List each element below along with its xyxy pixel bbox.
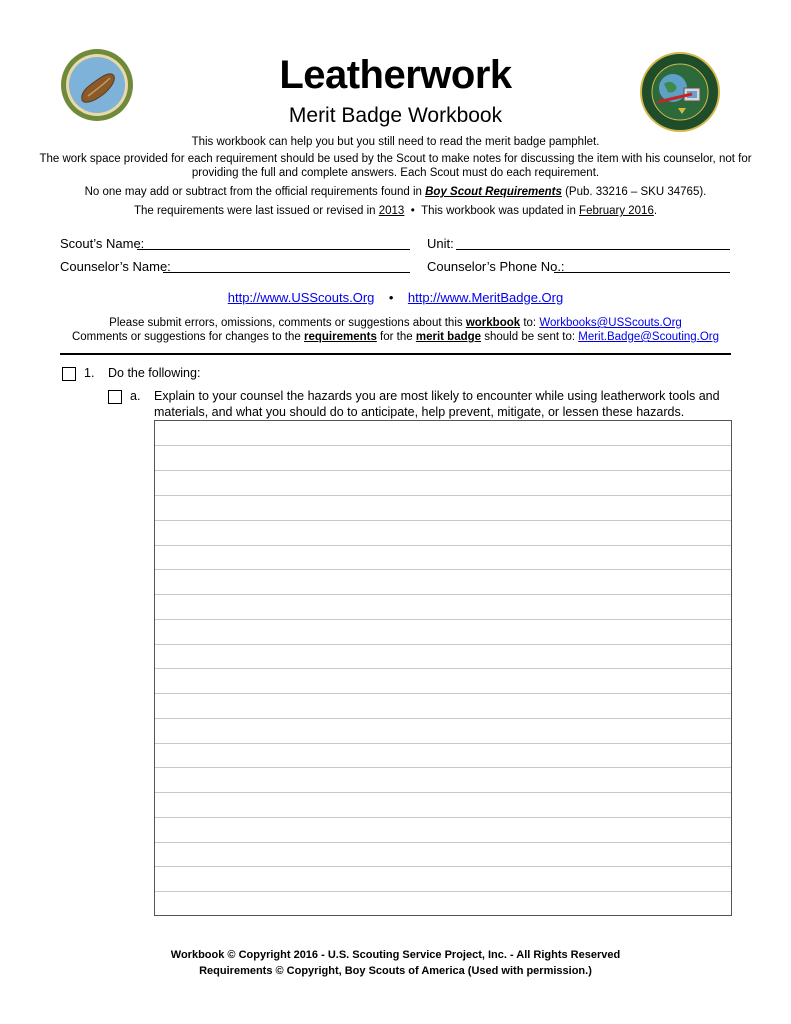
unit-label: Unit:: [427, 236, 454, 251]
answer-line: [155, 743, 731, 744]
answer-line: [155, 470, 731, 471]
req-1-text: Do the following:: [108, 366, 201, 380]
answer-line: [155, 520, 731, 521]
answer-line: [155, 693, 731, 694]
intro-text: This workbook can help you but you still need to read the merit badge pamphlet.: [191, 136, 600, 148]
answer-line: [155, 817, 731, 818]
answer-line: [155, 594, 731, 595]
work-space-text-line2: providing the full and complete answers. Each Scout must do each requirement.: [191, 167, 600, 179]
unit-field[interactable]: [456, 249, 730, 250]
meritbadge-link[interactable]: http://www.MeritBadge.Org: [407, 290, 564, 305]
updated-date: February 2016: [579, 205, 654, 217]
req-1a-text-line2: materials, and what you should do to anticipate, help prevent, mitigate, or lessen these hazards.: [154, 405, 685, 419]
page-subtitle: Merit Badge Workbook: [288, 104, 503, 127]
answer-line: [155, 842, 731, 843]
counselor-name-field[interactable]: [163, 272, 410, 273]
answer-line: [155, 545, 731, 546]
website-links: http://www.USScouts.Org • http://www.MeritBadge.Org: [227, 290, 564, 305]
answer-line: [155, 495, 731, 496]
footer-copyright-requirements: Requirements © Copyright, Boy Scouts of America (Used with permission.): [199, 965, 592, 977]
official-requirements-note: No one may add or subtract from the official requirements found in Boy Scout Requirements (Pub. 33216 – SKU 34765).: [84, 186, 707, 198]
answer-line: [155, 644, 731, 645]
submit-requirements-note: Comments or suggestions for changes to the requirements for the merit badge should be sent to: Merit.Badge@Scouting.Org: [71, 331, 720, 343]
revision-info: The requirements were last issued or revised in 2013 • This workbook was updated in February 2016.: [133, 205, 658, 217]
counselor-name-label: Counselor’s Name:: [60, 259, 171, 274]
answer-line: [155, 619, 731, 620]
issued-year: 2013: [378, 205, 405, 217]
answer-line: [155, 569, 731, 570]
req-1a-answer-area[interactable]: [154, 420, 732, 916]
answer-line: [155, 718, 731, 719]
workbooks-email-link[interactable]: Workbooks@USScouts.Org: [539, 317, 682, 329]
boy-scout-requirements-title: Boy Scout Requirements: [425, 186, 562, 198]
scout-name-field[interactable]: [137, 249, 410, 250]
work-space-text-line1: The work space provided for each requirement should be used by the Scout to make notes for discussing the item with his counselor, not for: [39, 153, 752, 165]
footer-copyright-workbook: Workbook © Copyright 2016 - U.S. Scouting Service Project, Inc. - All Rights Reserved: [170, 949, 621, 961]
usscouts-link[interactable]: http://www.USScouts.Org: [227, 290, 375, 305]
answer-line: [155, 792, 731, 793]
req-1a-text-line1: Explain to your counsel the hazards you are most likely to encounter while using leatherwork tools and: [154, 389, 720, 403]
counselor-phone-label: Counselor’s Phone No.:: [427, 259, 565, 274]
merit-badge-email-link[interactable]: Merit.Badge@Scouting.Org: [578, 331, 720, 343]
section-divider: [60, 353, 731, 355]
answer-line: [155, 891, 731, 892]
req-1-number: 1.: [84, 366, 95, 380]
page-title: Leatherwork: [279, 53, 512, 97]
req-1-checkbox[interactable]: [62, 367, 76, 381]
answer-line: [155, 866, 731, 867]
counselor-phone-field[interactable]: [554, 272, 730, 273]
answer-line: [155, 668, 731, 669]
req-1a-checkbox[interactable]: [108, 390, 122, 404]
answer-line: [155, 445, 731, 446]
submit-workbook-note: Please submit errors, omissions, comments or suggestions about this workbook to: Workbooks@USScouts.Org: [109, 317, 682, 329]
scout-name-label: Scout’s Name:: [60, 236, 145, 251]
answer-line: [155, 767, 731, 768]
req-1a-letter: a.: [130, 389, 141, 403]
